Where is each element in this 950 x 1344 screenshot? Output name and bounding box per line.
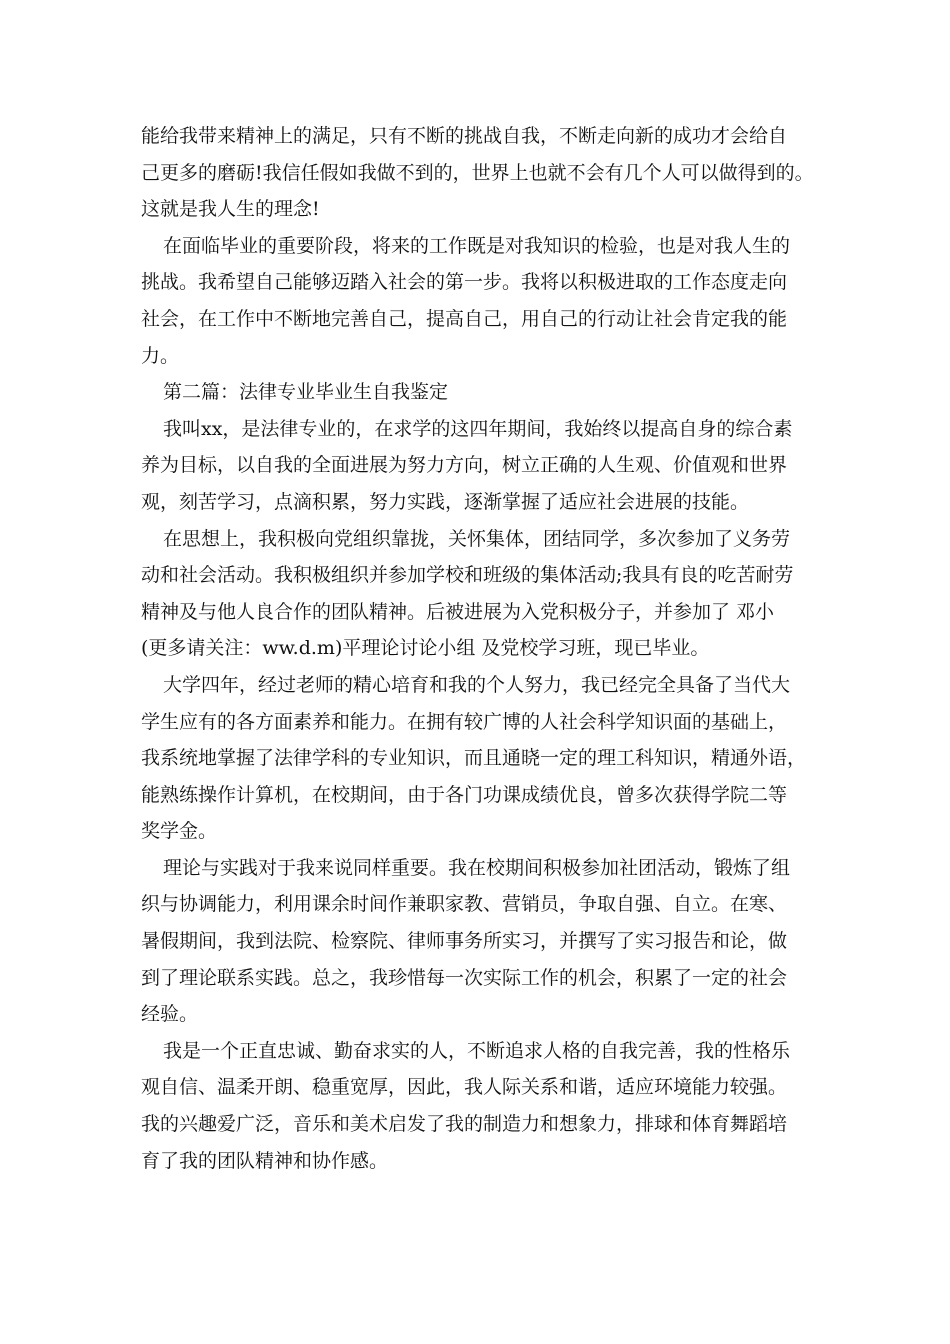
- text-line: 养为目标，以自我的全面进展为努力方向，树立正确的人生观、价值观和世界: [141, 454, 788, 477]
- text-line: 社会，在工作中不断地完善自己，提高自己，用自己的行动让社会肯定我的能: [141, 307, 788, 330]
- document-body: [141, 118, 831, 1179]
- text-line: 观自信、温柔开朗、稳重宽厚，因此，我人际关系和谐，适应环境能力较强。: [141, 1076, 788, 1099]
- text-line: 经验。: [141, 1003, 199, 1026]
- text-line: (更多请关注：ww.d.m)平理论讨论小组 及党校学习班，现已毕业。: [141, 637, 710, 660]
- text-line: 织与协调能力，利用课余时间作兼职家教、营销员，争取自强、自立。在寒、: [141, 893, 788, 916]
- text-line: 动和社会活动。我积极组织并参加学校和班级的集体活动;我具有良的吃苦耐劳: [141, 564, 794, 587]
- text-line: 这就是我人生的理念!: [141, 198, 320, 221]
- text-line: 能熟练操作计算机，在校期间，由于各门功课成绩优良，曾多次获得学院二等: [141, 783, 788, 806]
- text-line: 我是一个正直忠诚、勤奋求实的人，不断追求人格的自我完善，我的性格乐: [163, 1039, 791, 1062]
- text-line: 己更多的磨砺!我信任假如我做不到的，世界上也就不会有几个人可以做得到的。: [141, 161, 814, 184]
- text-line: 育了我的团队精神和协作感。: [141, 1149, 389, 1172]
- text-line: 我的兴趣爱广泛，音乐和美术启发了我的制造力和想象力，排球和体育舞蹈培: [141, 1113, 788, 1136]
- text-line: 奖学金。: [141, 820, 218, 843]
- text-line: 暑假期间，我到法院、检察院、律师事务所实习，并撰写了实习报告和论，做: [141, 930, 788, 953]
- text-line: 在思想上，我积极向党组织靠拢，关怀集体，团结同学，多次参加了义务劳: [163, 527, 791, 550]
- text-line: 学生应有的各方面素养和能力。在拥有较广博的人社会科学知识面的基础上，: [141, 710, 788, 733]
- text-line: 第二篇：法律专业毕业生自我鉴定: [163, 381, 449, 404]
- text-line: 力。: [141, 344, 180, 367]
- text-line: 到了理论联系实践。总之，我珍惜每一次实际工作的机会，积累了一定的社会: [141, 966, 788, 989]
- text-line: 能给我带来精神上的满足，只有不断的挑战自我，不断走向新的成功才会给自: [141, 125, 788, 147]
- text-line: 精神及与他人良合作的团队精神。后被进展为入党积极分子，并参加了 邓小: [141, 600, 775, 623]
- text-line: 我叫xx，是法律专业的，在求学的这四年期间，我始终以提高自身的综合素: [163, 417, 793, 440]
- text-line: 挑战。我希望自己能够迈踏入社会的第一步。我将以积极进取的工作态度走向: [141, 271, 788, 294]
- text-line: 在面临毕业的重要阶段，将来的工作既是对我知识的检验，也是对我人生的: [163, 234, 791, 257]
- text-line: 我系统地掌握了法律学科的专业知识，而且通晓一定的理工科知识，精通外语，: [141, 747, 807, 770]
- text-line: 理论与实践对于我来说同样重要。我在校期间积极参加社团活动，锻炼了组: [163, 856, 791, 879]
- text-line: 观，刻苦学习，点滴积累，努力实践，逐渐掌握了适应社会进展的技能。: [141, 490, 750, 513]
- text-line: 大学四年，经过老师的精心培育和我的个人努力，我已经完全具备了当代大: [163, 673, 791, 696]
